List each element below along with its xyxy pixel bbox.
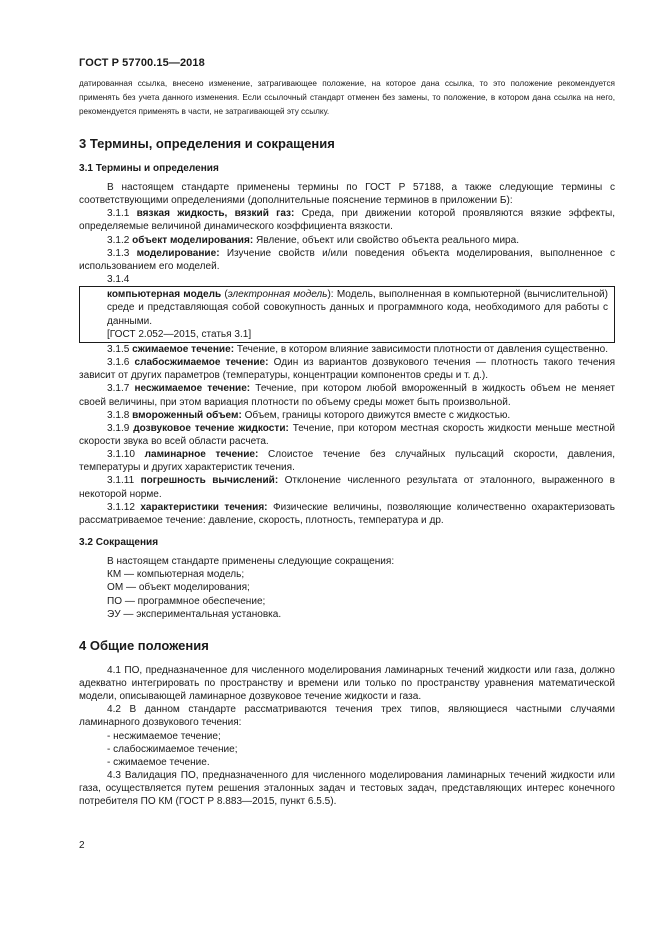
paragraph-4-2: 4.2 В данном стандарте рассматриваются течения трех типов, являющиеся частными случаями ламинарного дозвукового течения: bbox=[79, 704, 615, 729]
term-name: моделирование: bbox=[136, 247, 220, 259]
term-name: компьютерная модель bbox=[107, 289, 222, 301]
term-definition: Объем, границы которого движутся вместе с жидкостью. bbox=[241, 409, 511, 421]
term-number: 3.1.3 bbox=[107, 247, 137, 259]
list-item: - сжимаемое течение. bbox=[107, 756, 210, 768]
term-number: 3.1.9 bbox=[107, 422, 134, 434]
page-number: 2 bbox=[79, 840, 85, 851]
term-definition: Течение, при котором любой вмороженный в жидкость объем не меняет своей величины, при этом вариация плотности по объему среды может быть произвольной. bbox=[79, 383, 615, 408]
term-3-1-3 bbox=[79, 247, 615, 273]
term-number: 3.1.12 bbox=[107, 501, 141, 513]
term-number: 3.1.7 bbox=[107, 383, 135, 395]
term-name: дозвуковое течение жидкости: bbox=[133, 422, 289, 434]
term-number: 3.1.8 bbox=[107, 409, 133, 421]
term-definition: Слоистое течение без случайных пульсаций скорости, давления, температуры и других характеристик течения. bbox=[79, 449, 615, 474]
term-definition: Течение, в котором влияние зависимости плотности от давления существенно. bbox=[234, 343, 609, 355]
term-3-1-10 bbox=[79, 448, 615, 474]
term-3-1-6 bbox=[79, 356, 615, 382]
list-item: - несжимаемое течение; bbox=[107, 730, 221, 742]
term-3-1-4-box bbox=[79, 286, 615, 343]
section-4-heading: 4 Общие положения bbox=[79, 637, 209, 653]
abbreviations-list bbox=[79, 568, 615, 621]
term-definition: Отклонение численного результата от эталонного, выраженного в некоторой норме. bbox=[79, 475, 616, 500]
term-3-1-1 bbox=[79, 207, 615, 233]
term-name: объект моделирования: bbox=[132, 234, 254, 246]
term-number: 3.1.10 bbox=[107, 449, 145, 461]
term-number: 3.1.1 bbox=[107, 208, 137, 220]
term-3-1-7 bbox=[79, 382, 615, 408]
document-id-header: ГОСТ Р 57700.15—2018 bbox=[79, 57, 205, 69]
term-definition: Изучение свойств и/или поведения объекта моделирования, выполненное с использованием его моделей. bbox=[79, 247, 615, 272]
term-3-1-5 bbox=[79, 343, 615, 356]
term-3-1-12 bbox=[79, 501, 615, 527]
paragraph-4-3: 4.3 Валидация ПО, предназначенного для численного моделирования ламинарных течений жидкости или газа, осуществляется путем решения эталонных задач и тестовых задач, представляющих интерес конечного потребителя ПО КМ (ГОСТ Р 8.883—2015, пункт 6.5.5). bbox=[79, 770, 615, 808]
term-definition: Модель, выполненная в компьютерной (вычислительной) среде и представляющая собой совокупность данных и программного кода, необходимого для работы с данными. bbox=[107, 289, 608, 327]
term-name: погрешность вычислений: bbox=[140, 475, 279, 487]
term-number: 3.1.5 bbox=[107, 343, 133, 355]
term-name: несжимаемое течение: bbox=[134, 383, 251, 395]
term-name: вмороженный объем: bbox=[132, 409, 242, 421]
list-item: ПО — программное обеспечение; bbox=[107, 595, 266, 607]
paren-open: ( bbox=[221, 289, 228, 301]
term-name: слабосжимаемое течение: bbox=[134, 357, 269, 369]
section-3-heading: 3 Термины, определения и сокращения bbox=[79, 136, 335, 151]
term-source-reference: [ГОСТ 2.052—2015, статья 3.1] bbox=[107, 328, 252, 340]
flow-types-list bbox=[79, 730, 615, 769]
paren-close: ): bbox=[327, 289, 334, 301]
section-3-1-heading: 3.1 Термины и определения bbox=[79, 163, 219, 174]
list-item: КМ — компьютерная модель; bbox=[107, 569, 245, 581]
intro-paragraph: датированная ссылка, внесено изменение, затрагивающее положение, на которое дана ссылка, то это положение рекомендуется применять без учета данного изменения. Если ссылочный стандарт отменен без замены, то положение, в котором дана ссылка на него, рекомендуется применять в части, не затрагивающей эту ссылку. bbox=[79, 79, 615, 116]
term-number: 3.1.6 bbox=[107, 357, 135, 369]
list-item: - слабосжимаемое течение; bbox=[107, 743, 238, 755]
term-number: 3.1.2 bbox=[107, 234, 133, 246]
page-content bbox=[79, 77, 615, 809]
term-name: сжимаемое течение: bbox=[132, 343, 235, 355]
term-3-1-4-number: 3.1.4 bbox=[107, 274, 130, 286]
term-name: вязкая жидкость, вязкий газ: bbox=[136, 208, 295, 220]
term-number: 3.1.11 bbox=[107, 475, 141, 487]
term-alt-name: электронная модель bbox=[227, 289, 328, 301]
term-definition: Явление, объект или свойство объекта реального мира. bbox=[253, 234, 520, 246]
term-3-1-2 bbox=[79, 234, 615, 247]
term-3-1-4 bbox=[107, 288, 608, 327]
section-3-1-intro: В настоящем стандарте применены термины по ГОСТ Р 57188, а также следующие термины с соответствующими определениями (дополнительные пояснение терминов в приложении Б): bbox=[79, 182, 615, 207]
term-definition: Среда, при движении которой проявляются вязкие эффекты, определяемые величиной динамического коэффициента вязкости. bbox=[79, 208, 615, 233]
section-3-2-intro: В настоящем стандарте применены следующие сокращения: bbox=[107, 556, 395, 568]
term-definition: Течение, при котором местная скорость жидкости меньше местной скорости звука во всей области расчета. bbox=[79, 422, 615, 447]
term-definition: Один из вариантов дозвукового течения — плотность такого течения зависит от других параметров (температуры, концентрации компонентов среды и т. д.). bbox=[79, 357, 616, 382]
term-3-1-11 bbox=[79, 474, 615, 500]
term-3-1-9 bbox=[79, 422, 615, 448]
term-name: ламинарное течение: bbox=[144, 449, 259, 461]
list-item: ЭУ — экспериментальная установка. bbox=[107, 608, 282, 620]
section-3-2-heading: 3.2 Сокращения bbox=[79, 537, 159, 549]
term-definition: Физические величины, позволяющие количественно охарактеризовать рассматриваемое течение: давление, скорость, плотность, температура и др. bbox=[79, 501, 615, 526]
term-name: характеристики течения: bbox=[140, 501, 268, 513]
paragraph-4-1: 4.1 ПО, предназначенное для численного моделирования ламинарных течений жидкости или газа, должно адекватно интегрировать по пространству и времени или только по пространству уравнения математической модели, описывающей ламинарное дозвуковое течение жидкости и газа. bbox=[79, 664, 615, 703]
list-item: ОМ — объект моделирования; bbox=[107, 582, 250, 594]
term-3-1-8 bbox=[79, 409, 615, 422]
